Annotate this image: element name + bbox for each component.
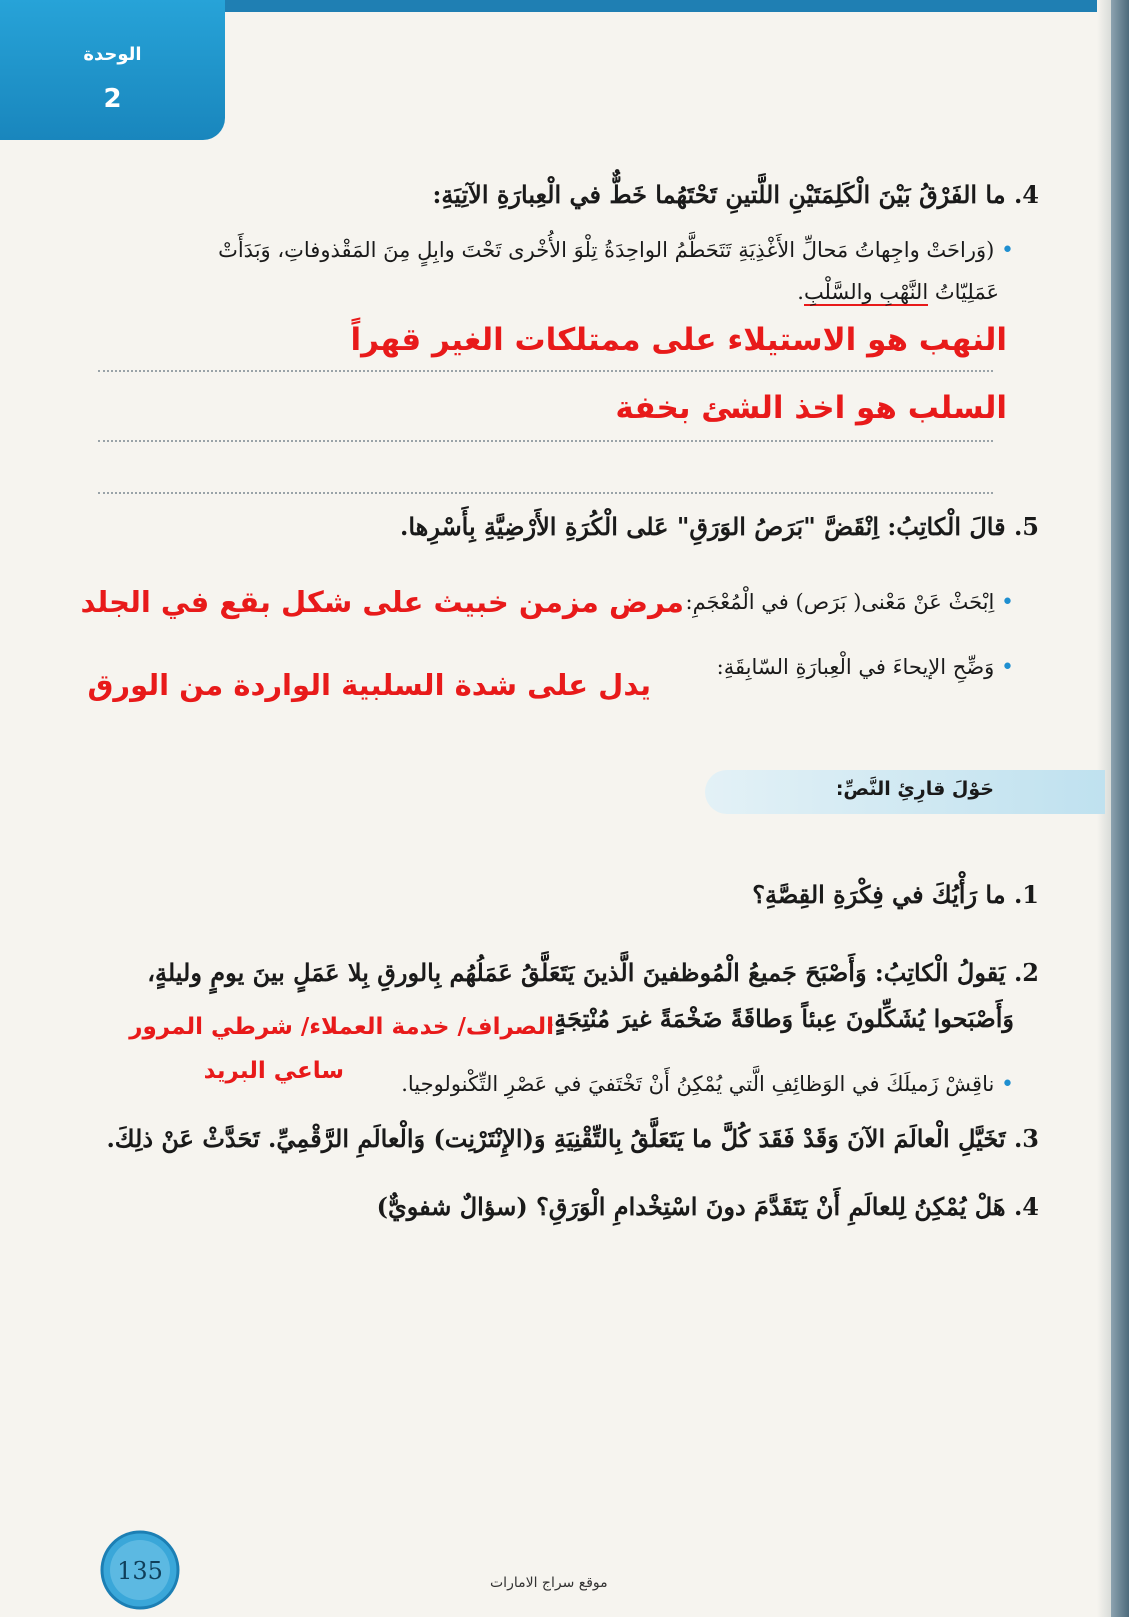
reader-question-1-number: 1. <box>1013 880 1039 909</box>
question-4-text: ما الفَرْقُ بَيْنَ الْكَلِمَتَيْنِ اللَّتينِ تَحْتَهُما خَطٌّ في الْعِبارَةِ الآتِيَةِ: <box>432 180 1006 209</box>
reader-question-1 <box>752 880 1039 909</box>
reader-question-1-text: ما رَأْيُكَ في فِكْرَةِ القِصَّةِ؟ <box>752 880 1006 909</box>
reader-question-3-number: 3. <box>1013 1124 1039 1153</box>
question-5-text: قالَ الْكاتِبُ: اِنْقَضَّ "بَرَصُ الوَرَقِ" عَلى الْكُرَةِ الأَرْضِيَّةِ بِأَسْرِها. <box>400 512 1006 541</box>
footer-site-name: موقع سراج الامارات <box>490 1575 608 1591</box>
page-number-badge <box>98 1528 182 1612</box>
answer-4-line-2: السلب هو اخذ الشئ بخفة <box>615 390 1007 426</box>
reader-question-2-line-2: وَأَصْبَحوا يُشَكِّلونَ عِبئاً وَطاقَةً ضَخْمَةً غيرَ مُنْتِجَةٍ. <box>545 1004 1014 1033</box>
answer-line <box>98 370 993 372</box>
bullet-icon: • <box>1001 238 1014 263</box>
section-title: حَوْلَ قارِئِ النَّصِّ: <box>835 778 994 800</box>
bullet-icon: • <box>1001 590 1014 615</box>
question-5 <box>400 512 1039 541</box>
bullet-icon: • <box>1001 1072 1014 1097</box>
reader-question-4-text: هَلْ يُمْكِنُ لِلعالَمِ أَنْ يَتَقَدَّمَ دونَ اسْتِخْدامِ الْوَرَقِ؟ (سؤالٌ شفويٌّ) <box>376 1192 1006 1221</box>
question-4-quote-line-2 <box>797 280 999 304</box>
answer-line <box>98 492 993 494</box>
answer-r2-line-1: الصراف/ خدمة العملاء/ شرطي المرور <box>129 1014 554 1040</box>
question-4-number: 4. <box>1013 180 1039 209</box>
bullet-1-text: اِبْحَثْ عَنْ مَعْنى( بَرَص) في الْمُعْجَمِ: <box>685 590 995 614</box>
reader-question-4 <box>377 1192 1039 1221</box>
question-4-quote-line-1 <box>218 238 1014 263</box>
question-4 <box>433 180 1040 209</box>
reader-question-2-number: 2. <box>1013 958 1039 987</box>
underlined-words: النَّهْبِ والسَّلْبِ <box>803 280 929 304</box>
answer-r2-line-2: ساعي البريد <box>203 1058 344 1084</box>
quote-line-1-text: (وَراحَتْ واجِهاتُ مَحالِّ الأَغْذِيَةِ تَتَحَطَّمُ الواحِدَةُ تِلْوَ الأُخْرى تَحْتَ وابِلٍ مِنَ المَقْذوفاتِ، وَبَدَأَتْ <box>218 238 995 262</box>
answer-5-line-2: يدل على شدة السلبية الواردة من الورق <box>87 668 651 702</box>
answer-line <box>98 440 993 442</box>
answer-5-line-1: مرض مزمن خبيث على شكل بقع في الجلد <box>80 585 684 619</box>
book-spine <box>1111 0 1129 1617</box>
bullet-2-text: وَضِّحِ الإيحاءَ في الْعِبارَةِ السّابِقَةِ: <box>716 655 995 679</box>
question-5-bullet-1 <box>686 590 1015 615</box>
reader-question-3-text: تَخَيَّلِ الْعالَمَ الآنَ وَقَدْ فَقَدَ كُلَّ ما يَتَعَلَّقُ بِالتِّقْنِيَةِ وَ(الإِنْتَرْنِت) وَالْعالَمِ الرَّقْمِيِّ. تَحَدَّثْ عَنْ ذلِكَ. <box>106 1124 1006 1153</box>
reader-question-2-text-1: يَقولُ الْكاتِبُ: وَأَصْبَحَ جَميعُ الْمُوظفينَ الَّذينَ يَتَعَلَّقُ عَمَلُهُم بِالورقِ بِلا عَمَلٍ بينَ يومٍ وليلةٍ، <box>147 958 1006 987</box>
quote-prefix: عَمَلِيّاتُ <box>934 280 999 304</box>
reader-question-2-bullet <box>401 1072 1014 1097</box>
reader-question-2-bullet-text: ناقِشْ زَميلَكَ في الوَظائِفِ الَّتي يُمْكِنُ أَنْ تَخْتَفيَ في عَصْرِ التِّكْنولوجيا. <box>401 1072 995 1096</box>
reader-question-4-number: 4. <box>1013 1192 1039 1221</box>
quote-suffix: . <box>797 280 804 304</box>
answer-4-line-1: النهب هو الاستيلاء على ممتلكات الغير قهراً <box>350 322 1007 358</box>
bullet-icon: • <box>1001 655 1014 680</box>
unit-label: الوحدة <box>83 44 142 65</box>
unit-number: 2 <box>103 84 122 114</box>
page-number: 135 <box>117 1557 163 1585</box>
reader-question-3 <box>106 1124 1039 1153</box>
question-5-bullet-2 <box>717 655 1014 680</box>
question-5-number: 5. <box>1013 512 1039 541</box>
reader-question-2-line-1 <box>147 958 1039 987</box>
unit-tab <box>0 0 225 140</box>
